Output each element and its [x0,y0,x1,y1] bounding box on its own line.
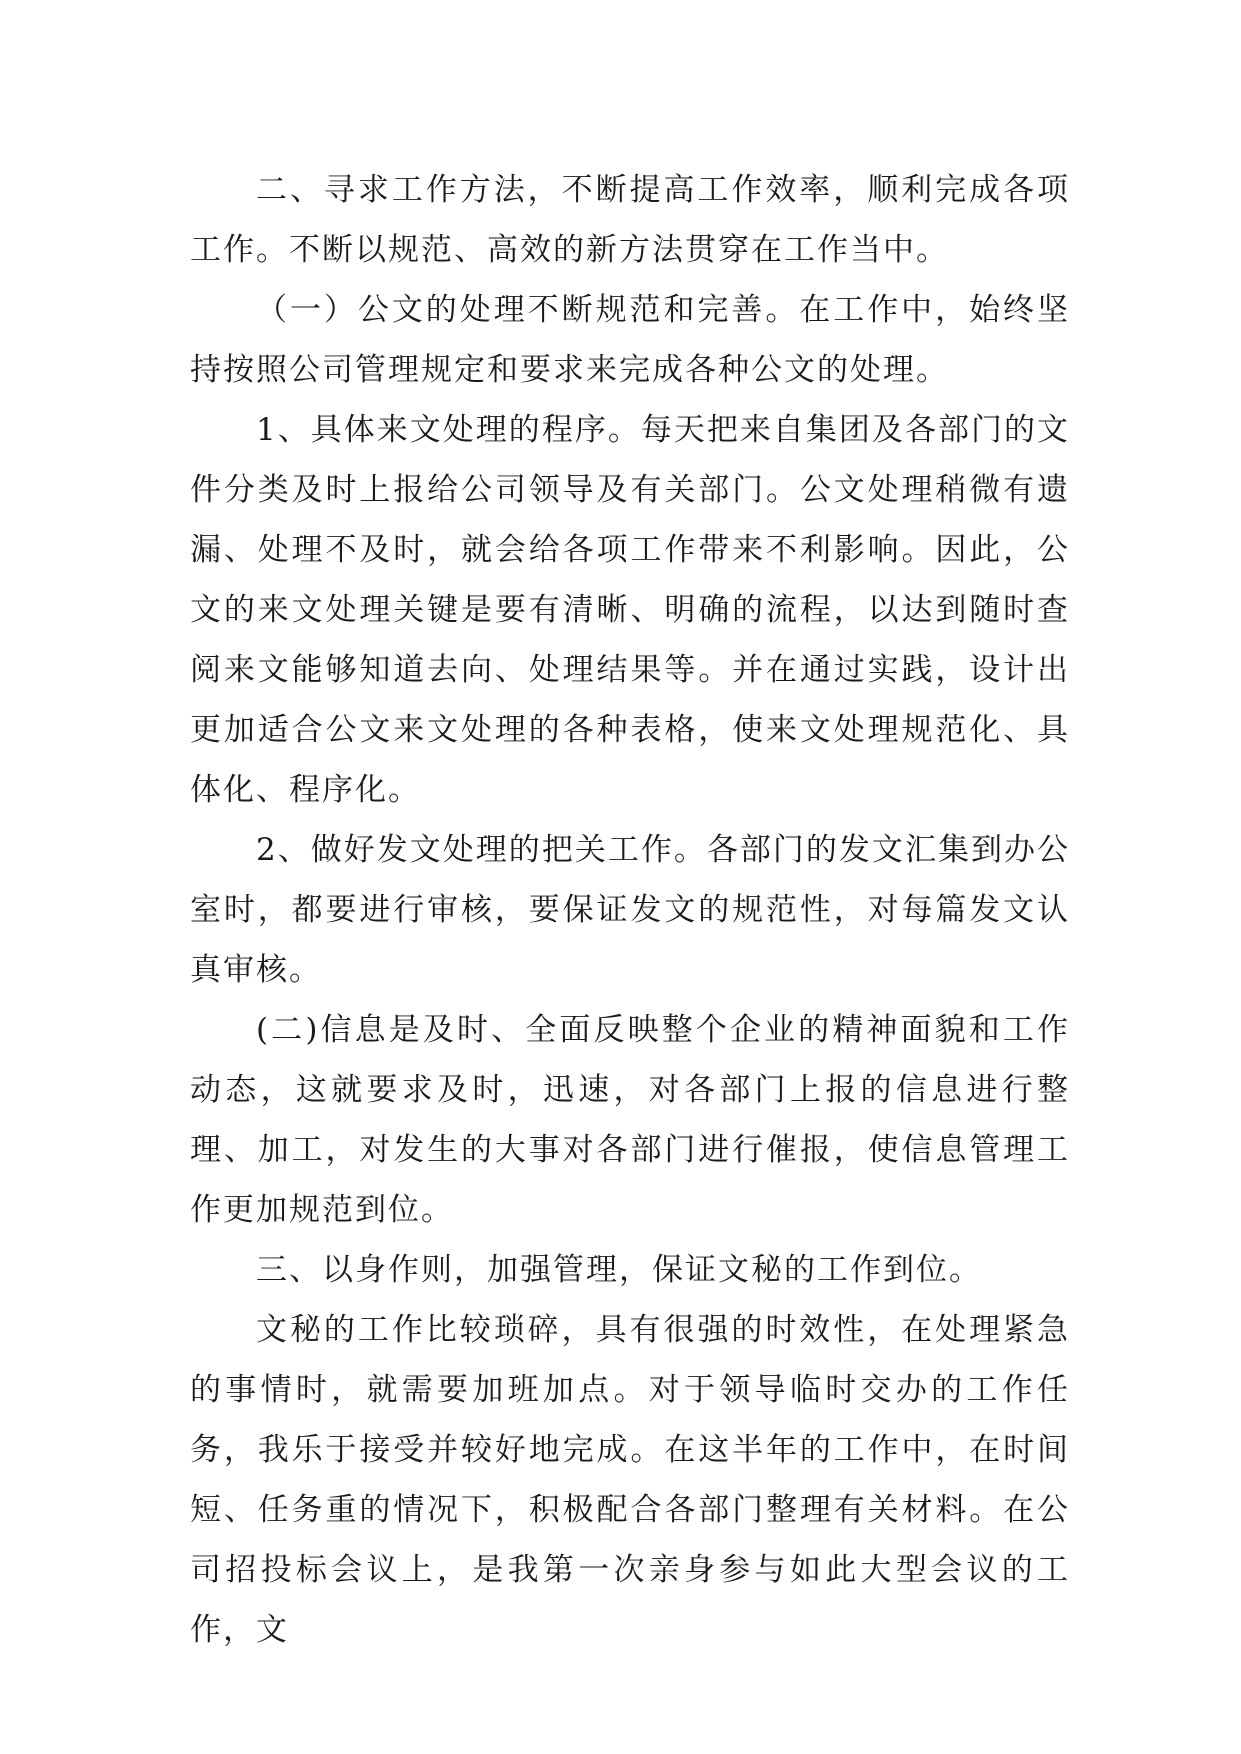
paragraph-item-two: 2、做好发文处理的把关工作。各部门的发文汇集到办公室时，都要进行审核，要保证发文的规范性，对每篇发文认真审核。 [190,832,1070,988]
paragraph-section-three-heading: 三、以身作则，加强管理，保证文秘的工作到位。 [256,1252,982,1288]
paragraph-item-one: 1、具体来文处理的程序。每天把来自集团及各部门的文件分类及时上报给公司领导及有关部门。公文处理稍微有遗漏、处理不及时，就会给各项工作带来不利影响。因此，公文的来文处理关键是要有清晰、明确的流程，以达到随时查阅来文能够知道去向、处理结果等。并在通过实践，设计出更加适合公文来文处理的各种表格，使来文处理规范化、具体化、程序化。 [190,412,1070,808]
paragraph-secretarial-work: 文秘的工作比较琐碎，具有很强的时效性，在处理紧急的事情时，就需要加班加点。对于领导临时交办的工作任务，我乐于接受并较好地完成。在这半年的工作中，在时间短、任务重的情况下，积极配合各部门整理有关材料。在公司招投标会议上，是我第一次亲身参与如此大型会议的工作，文 [190,1312,1070,1648]
document-body [190,160,1070,1660]
paragraph-section-two-heading: 二、寻求工作方法，不断提高工作效率，顺利完成各项工作。不断以规范、高效的新方法贯穿在工作当中。 [190,172,1070,268]
paragraph-subsection-two: (二)信息是及时、全面反映整个企业的精神面貌和工作动态，这就要求及时，迅速，对各部门上报的信息进行整理、加工，对发生的大事对各部门进行催报，使信息管理工作更加规范到位。 [190,1012,1070,1228]
paragraph-subsection-one: （一）公文的处理不断规范和完善。在工作中，始终坚持按照公司管理规定和要求来完成各种公文的处理。 [190,292,1070,388]
